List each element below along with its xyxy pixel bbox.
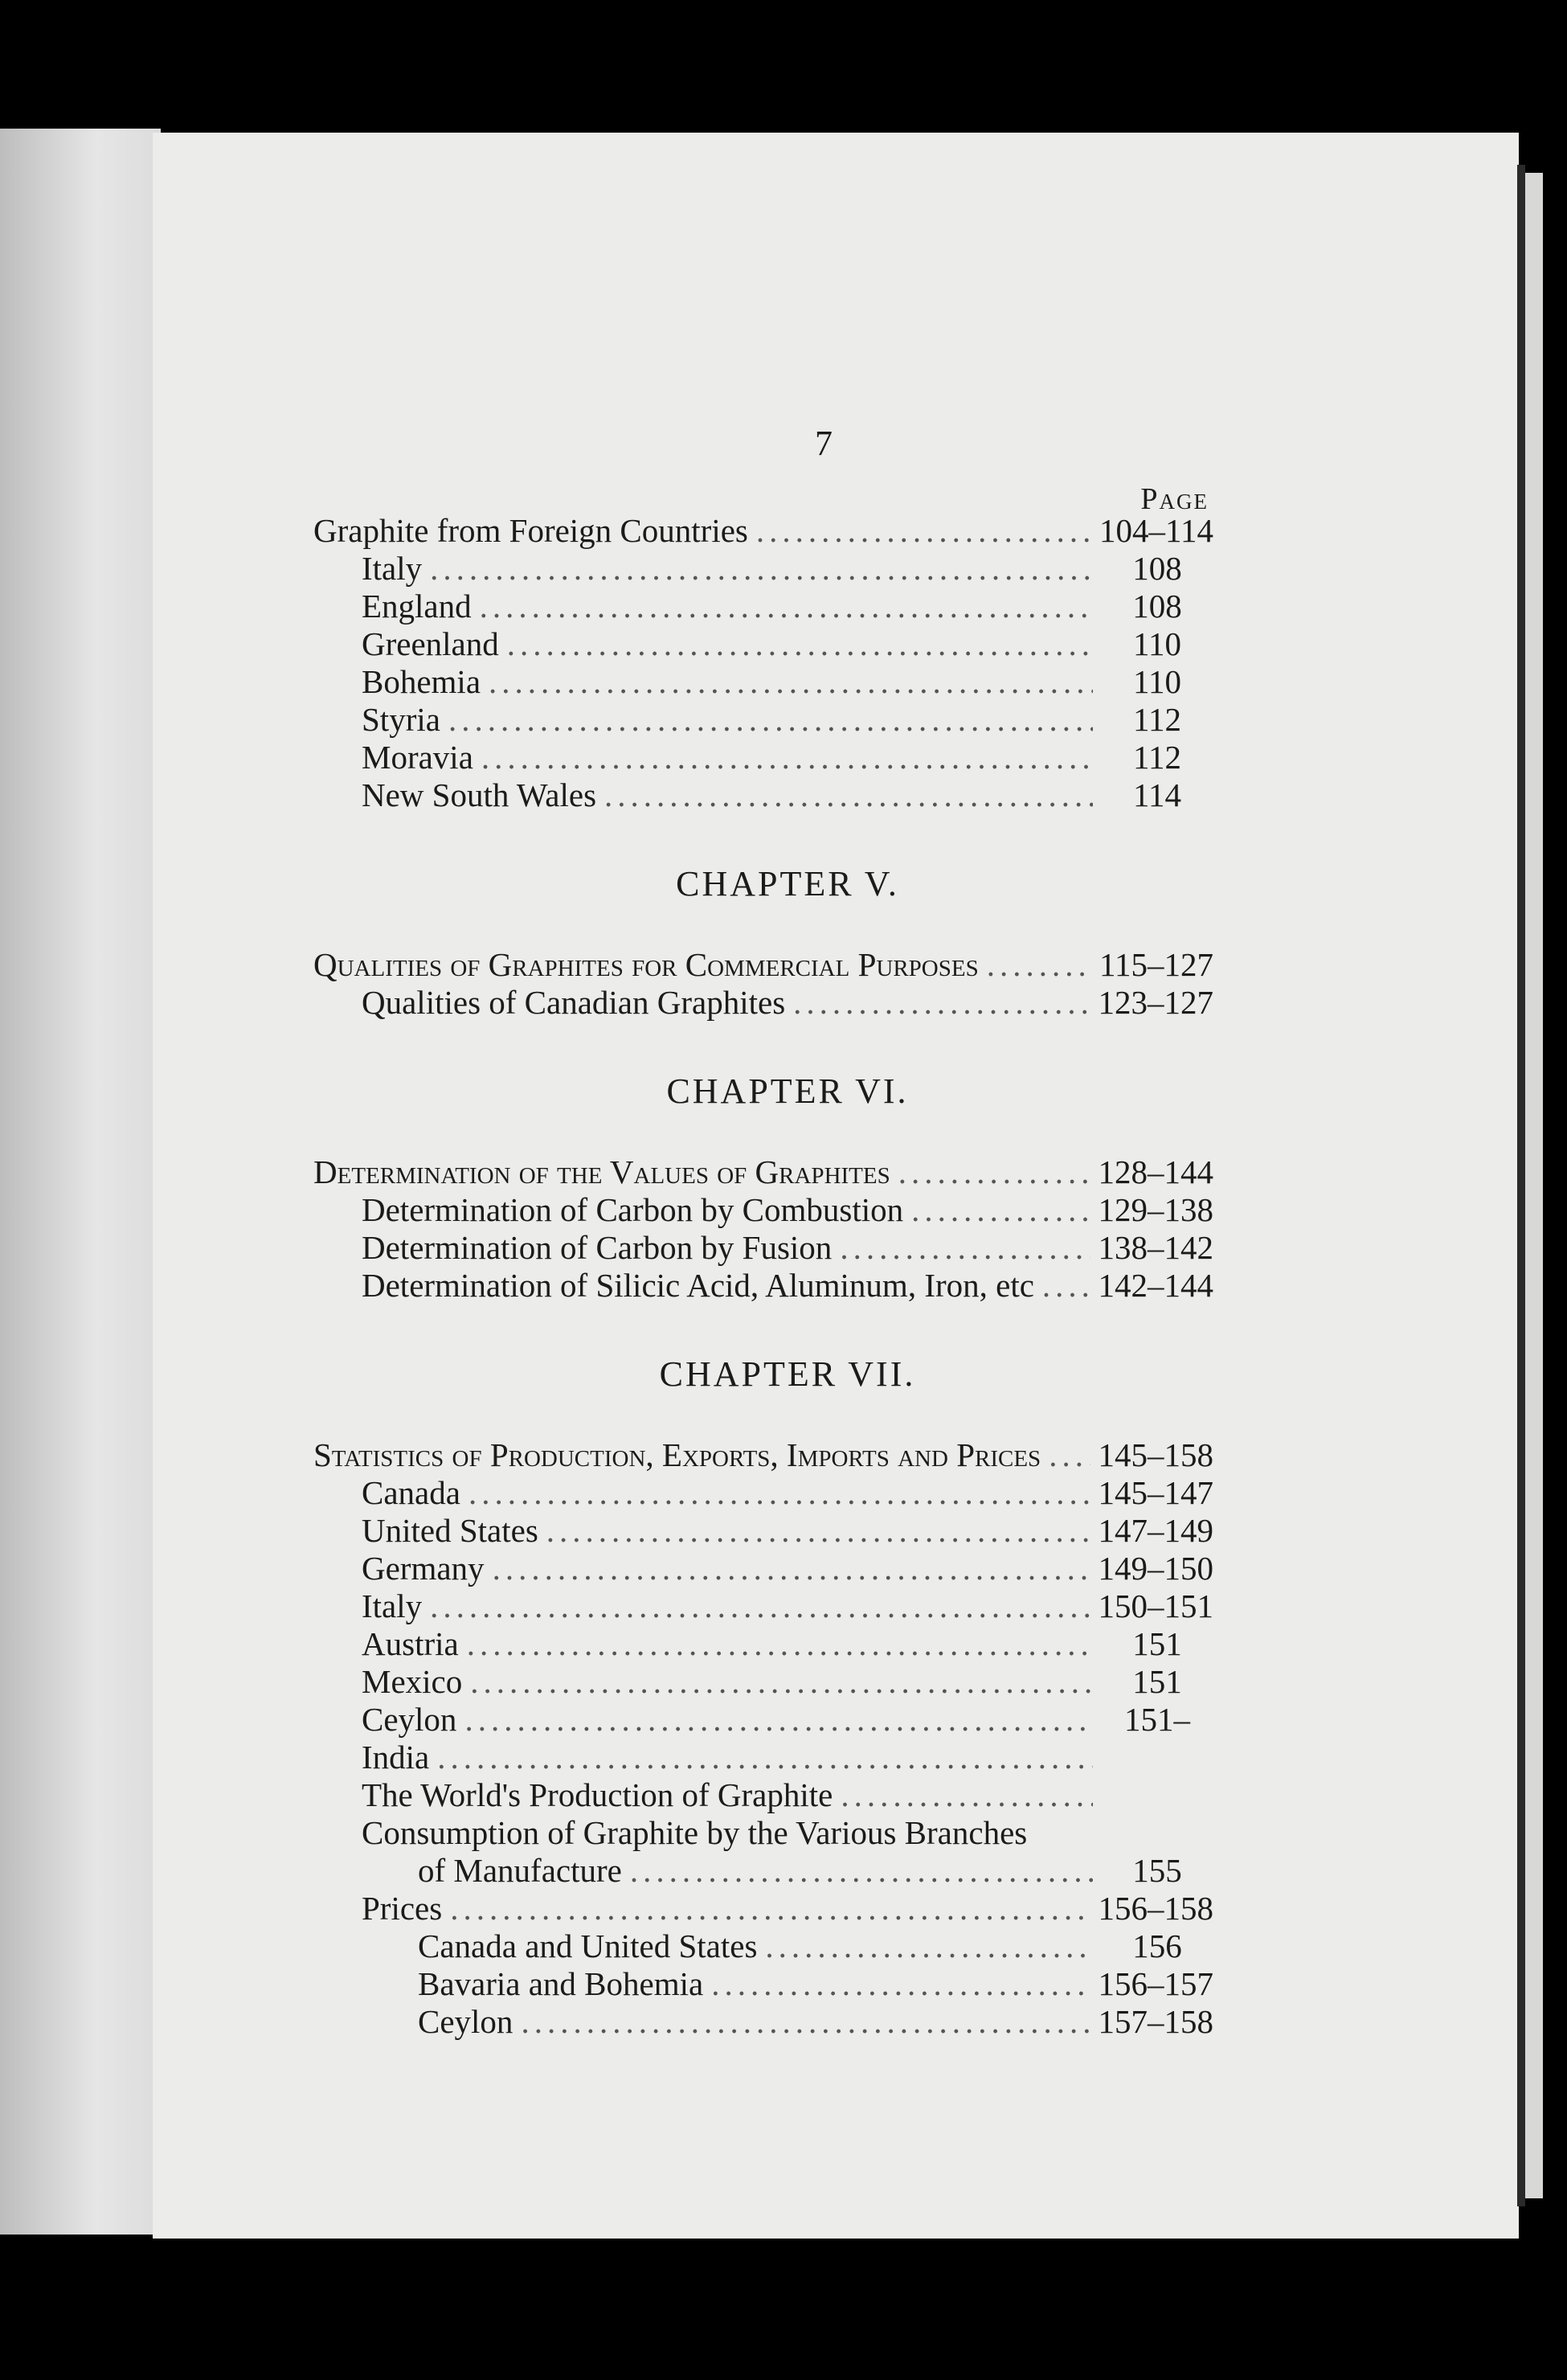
- toc-entry: [313, 1965, 1213, 2005]
- dot-leader: [437, 1741, 1093, 1774]
- toc-entry: [313, 1587, 1213, 1628]
- toc-entry-label: United States: [362, 1512, 538, 1549]
- toc-entry: [313, 1153, 1213, 1194]
- toc-entry-page: 128–144: [1098, 1153, 1213, 1190]
- toc-entry-label: India: [362, 1739, 430, 1776]
- toc-entry-label: Austria: [362, 1625, 459, 1662]
- toc-entry: [313, 625, 1213, 666]
- dot-leader: [1042, 1269, 1090, 1302]
- dot-leader: [756, 514, 1091, 547]
- toc-entry-page: 104–114: [1099, 512, 1213, 549]
- dot-leader: [911, 1194, 1090, 1227]
- dot-leader: [1049, 1439, 1090, 1472]
- toc-entry-page: 151: [1132, 1663, 1182, 1700]
- dot-leader: [448, 703, 1093, 736]
- toc-entry-page: 138–142: [1098, 1229, 1213, 1266]
- dot-leader: [711, 1968, 1090, 2001]
- page-shadow: [1517, 165, 1525, 2206]
- dot-leader: [464, 1703, 1093, 1736]
- dot-leader: [987, 948, 1091, 981]
- toc-entry-page: 110: [1133, 663, 1181, 700]
- toc-entry-label: Qualities of Canadian Graphites: [362, 984, 786, 1021]
- toc-entry-label: Determination of the Values of Graphites: [313, 1153, 890, 1190]
- toc-entry: [313, 514, 1213, 552]
- dot-leader: [521, 2005, 1090, 2038]
- toc-entry: [313, 986, 1213, 1024]
- toc-entry: [313, 1854, 1213, 1892]
- toc-entry: [313, 776, 1213, 817]
- dot-leader: [840, 1231, 1090, 1264]
- toc-entry-page: 108: [1132, 588, 1182, 625]
- dot-leader: [467, 1628, 1093, 1661]
- toc-entry-label: New South Wales: [362, 776, 597, 813]
- toc-entry: [313, 703, 1213, 741]
- toc-entry-label: Determination of Carbon by Fusion: [362, 1229, 833, 1266]
- toc-entry: [313, 1231, 1213, 1269]
- toc-entry: [313, 1552, 1213, 1590]
- toc-entry: [313, 663, 1213, 703]
- toc-entry-page: 123–127: [1098, 984, 1213, 1021]
- chapter-heading: CHAPTER VI.: [666, 1071, 909, 1111]
- toc-entry: [313, 1191, 1213, 1231]
- toc-entry: [313, 1776, 1213, 1817]
- toc-entry-page: 157–158: [1098, 2003, 1213, 2040]
- facing-page-edge: [0, 129, 161, 2235]
- dot-leader: [468, 1477, 1090, 1510]
- toc-entry-page: 156–158: [1098, 1890, 1213, 1927]
- toc-entry-page: 151: [1132, 1625, 1182, 1662]
- toc-entry-label: Italy: [362, 1587, 423, 1624]
- toc-entry-label: Bohemia: [362, 663, 481, 700]
- toc-entry-page: 149–150: [1098, 1550, 1213, 1587]
- toc-entry: [313, 1814, 1213, 1854]
- toc-entry: [313, 1892, 1213, 1930]
- chapter-heading: CHAPTER V.: [676, 864, 899, 903]
- toc-entry-page: 147–149: [1098, 1512, 1213, 1549]
- toc-entry: [313, 1436, 1213, 1477]
- toc-entry: [313, 1741, 1213, 1779]
- toc-entry-label: Determination of Carbon by Combustion: [362, 1191, 904, 1228]
- dot-leader: [630, 1854, 1093, 1887]
- toc-entry: [313, 948, 1213, 986]
- toc-entry-label: of Manufacture: [418, 1852, 622, 1889]
- toc-entry-label: Styria: [362, 701, 440, 738]
- dot-leader: [604, 779, 1093, 812]
- toc-entry-page: 114: [1133, 776, 1181, 813]
- toc-entry-label: Moravia: [362, 739, 473, 776]
- dot-leader: [489, 666, 1093, 698]
- toc-entry-page: 129–138: [1098, 1191, 1213, 1228]
- toc-entry: [313, 1703, 1213, 1741]
- toc-entry-page: 112: [1133, 739, 1181, 776]
- toc-entry-label: Qualities of Graphites for Commercial Purposes: [313, 946, 979, 983]
- toc-entry: [313, 1269, 1213, 1307]
- toc-entry-label: Greenland: [362, 625, 499, 662]
- dot-leader: [765, 1930, 1093, 1963]
- dot-leader: [430, 1590, 1090, 1623]
- toc-entry-label: Ceylon: [418, 2003, 513, 2040]
- toc-entry-page: 115–127: [1099, 946, 1213, 983]
- table-of-contents: [313, 426, 1213, 2043]
- dot-leader: [470, 1665, 1093, 1698]
- dot-leader: [793, 986, 1090, 1019]
- page-column-header: Page: [1140, 482, 1209, 516]
- toc-entry-page: 142–144: [1098, 1267, 1213, 1304]
- dot-leader: [450, 1892, 1090, 1925]
- toc-entry: [313, 590, 1213, 628]
- toc-entry-page: 108: [1132, 550, 1182, 587]
- toc-entry: [313, 552, 1213, 590]
- dot-leader: [546, 1514, 1090, 1547]
- toc-entry-label: Mexico: [362, 1663, 463, 1700]
- toc-entry-page: 112: [1133, 701, 1181, 738]
- toc-entry-label: Determination of Silicic Acid, Aluminum, Iron, etc: [362, 1267, 1034, 1304]
- toc-entry-label: Consumption of Graphite by the Various Branches: [362, 1814, 1028, 1851]
- toc-entry-label: Statistics of Production, Exports, Imports and Prices: [313, 1436, 1041, 1473]
- toc-entry-page: 145–158: [1098, 1436, 1213, 1473]
- toc-entry: [313, 2005, 1213, 2043]
- dot-leader: [493, 1552, 1090, 1585]
- toc-entry-page: 145–147: [1098, 1474, 1213, 1511]
- toc-entry-label: Bavaria and Bohemia: [418, 1965, 704, 2002]
- toc-entry-label: Ceylon: [362, 1701, 457, 1738]
- toc-entry-label: Graphite from Foreign Countries: [313, 512, 748, 549]
- dot-leader: [898, 1156, 1090, 1189]
- toc-entry: [313, 1625, 1213, 1665]
- toc-entry: [313, 1927, 1213, 1968]
- toc-entry-page: 155: [1132, 1852, 1182, 1889]
- toc-entry: [313, 1474, 1213, 1514]
- dot-leader: [481, 741, 1093, 774]
- page-stack-edge: [1525, 173, 1543, 2198]
- toc-entry-label: Prices: [362, 1890, 443, 1927]
- dot-leader: [507, 628, 1093, 661]
- dot-leader: [841, 1779, 1093, 1812]
- toc-entry-label: England: [362, 588, 472, 625]
- page-number: 7: [815, 424, 833, 463]
- dot-leader: [430, 552, 1093, 585]
- toc-entry-page: 156–157: [1098, 1965, 1213, 2002]
- toc-entry: [313, 1665, 1213, 1703]
- toc-entry-page: 150–151: [1098, 1587, 1213, 1624]
- toc-entry: [313, 741, 1213, 779]
- toc-entry-page: 110: [1133, 625, 1181, 662]
- toc-entry-label: Canada and United States: [418, 1927, 758, 1964]
- toc-entry-label: The World's Production of Graphite: [362, 1776, 833, 1813]
- toc-body: [313, 514, 1213, 2043]
- toc-entry-page: 151–: [1124, 1701, 1190, 1738]
- dot-leader: [480, 590, 1093, 623]
- toc-entry-label: Germany: [362, 1550, 485, 1587]
- toc-entry-label: Italy: [362, 550, 423, 587]
- toc-entry: [313, 1514, 1213, 1552]
- toc-entry-label: Canada: [362, 1474, 460, 1511]
- toc-entry-page: 156: [1132, 1927, 1182, 1964]
- chapter-heading: CHAPTER VII.: [659, 1354, 916, 1394]
